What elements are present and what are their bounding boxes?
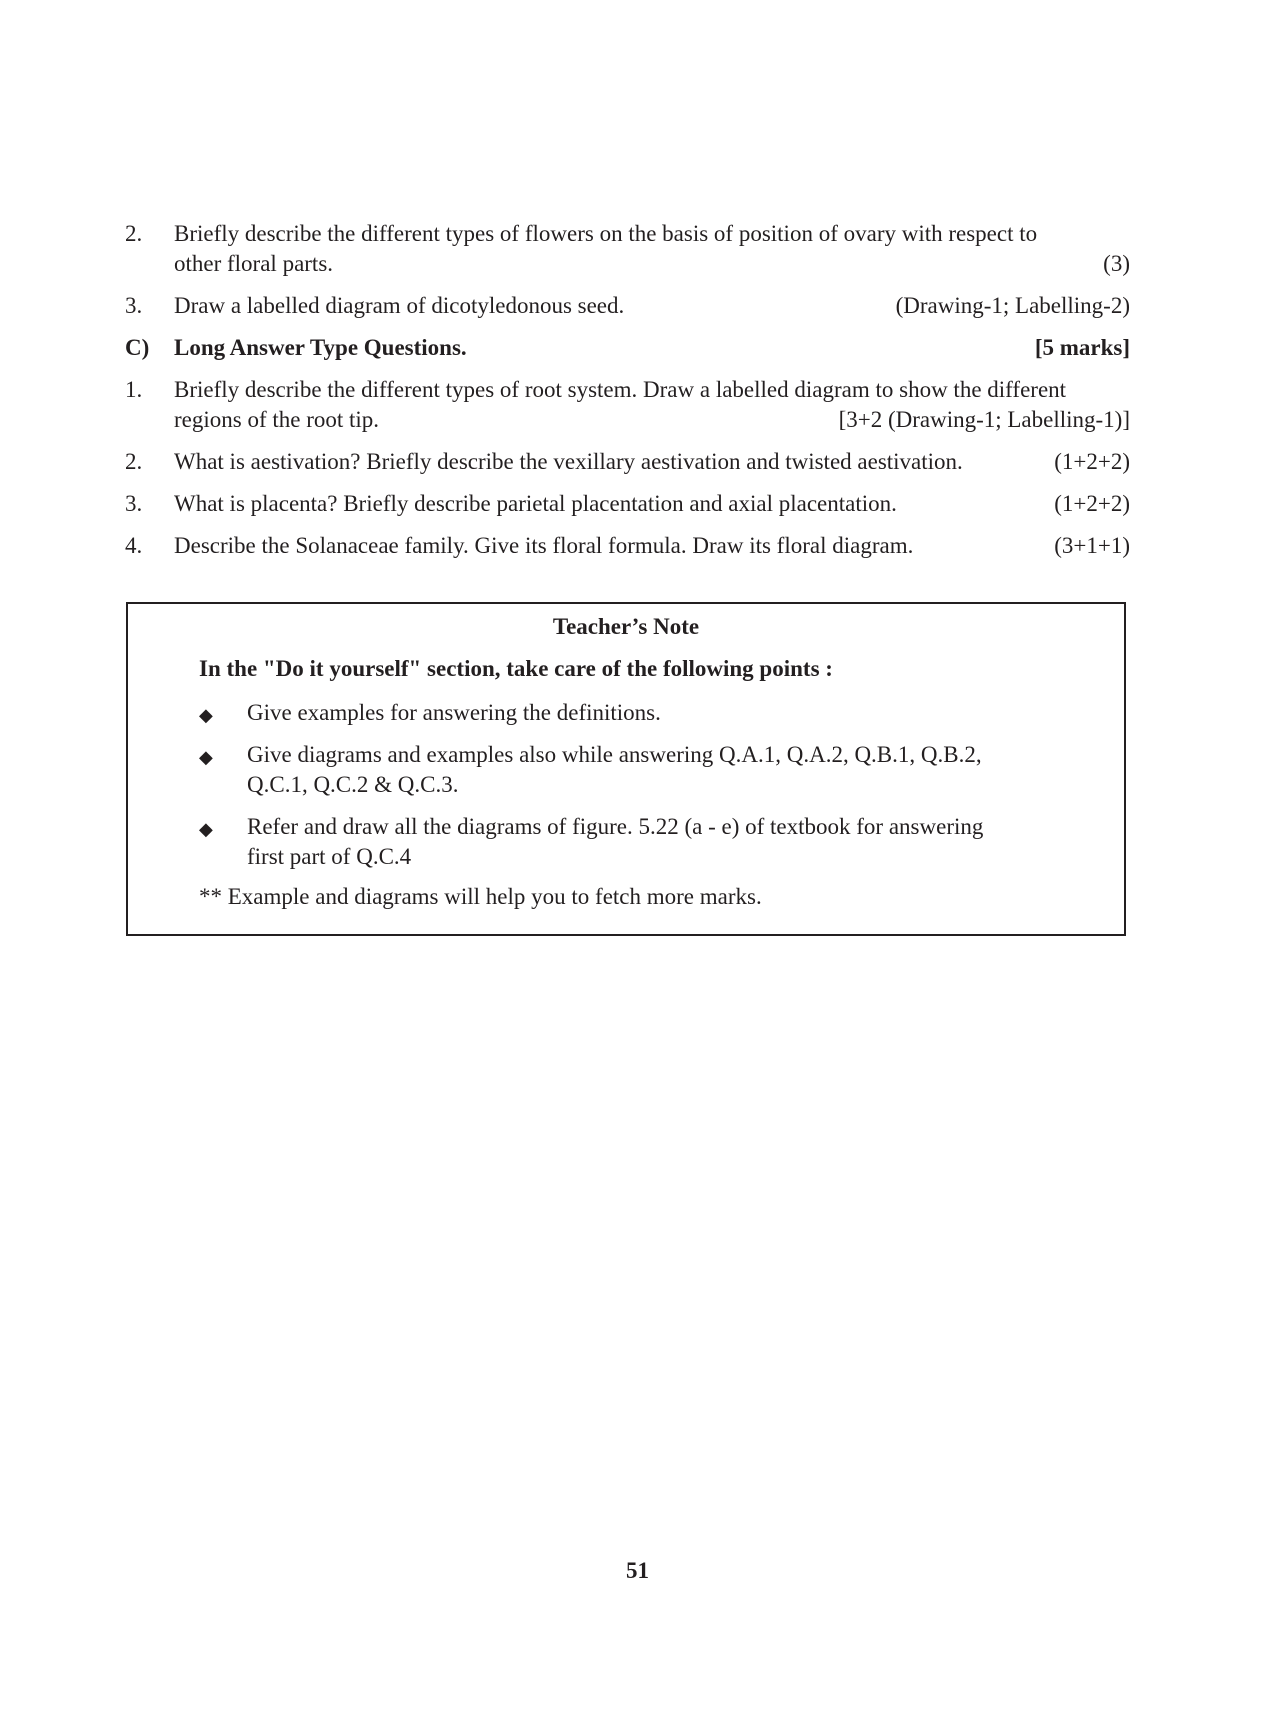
question-number: 4. (125, 533, 143, 558)
question-number: 1. (125, 377, 143, 402)
question-marks: (Drawing-1; Labelling-2) (895, 293, 1130, 318)
question-b-2 (125, 219, 1130, 279)
question-marks: [3+2 (Drawing-1; Labelling-1)] (838, 407, 1130, 432)
page-number: 51 (626, 1558, 649, 1583)
question-number: 3. (125, 491, 143, 516)
teachers-note-lead: In the "Do it yourself" section, take care of the following points : (199, 656, 833, 681)
question-text-cont: other floral parts. (174, 251, 334, 276)
bullet-text-cont: first part of Q.C.4 (247, 844, 412, 869)
section-title: Long Answer Type Questions. (174, 335, 467, 360)
question-text: Briefly describe the different types of root system. Draw a labelled diagram to show the different (174, 377, 1067, 402)
bullet-text: Give diagrams and examples also while answering Q.A.1, Q.A.2, Q.B.1, Q.B.2, (247, 742, 982, 767)
question-number: 2. (125, 449, 143, 474)
teachers-note-bullet (199, 698, 1079, 728)
question-c-1 (125, 375, 1130, 435)
question-text: Briefly describe the different types of flowers on the basis of position of ovary with respect to (174, 221, 1038, 246)
bullet-text-cont: Q.C.1, Q.C.2 & Q.C.3. (247, 772, 459, 797)
question-c-2 (125, 447, 1130, 477)
bullet-text: Give examples for answering the definitions. (247, 700, 661, 725)
question-b-3 (125, 291, 1130, 321)
bullet-text: Refer and draw all the diagrams of figure. 5.22 (a - e) of textbook for answering (247, 814, 984, 839)
question-text: Draw a labelled diagram of dicotyledonous seed. (174, 293, 625, 318)
section-marks: [5 marks] (1034, 335, 1130, 360)
question-marks: (3) (1103, 251, 1130, 276)
teachers-note-box (126, 602, 1126, 936)
teachers-note-bullet (199, 812, 1079, 872)
question-marks: (1+2+2) (1054, 449, 1130, 474)
diamond-bullet-icon: ◆ (199, 705, 213, 725)
diamond-bullet-icon: ◆ (199, 819, 213, 839)
question-c-4 (125, 531, 1130, 561)
question-text: What is placenta? Briefly describe parietal placentation and axial placentation. (174, 491, 897, 516)
teachers-note-bullet (199, 740, 1079, 800)
question-number: 3. (125, 293, 143, 318)
question-marks: (1+2+2) (1054, 491, 1130, 516)
question-text: Describe the Solanaceae family. Give its floral formula. Draw its floral diagram. (174, 533, 914, 558)
question-c-3 (125, 489, 1130, 519)
question-text: What is aestivation? Briefly describe the vexillary aestivation and twisted aestivation. (174, 449, 963, 474)
section-label: C) (125, 335, 150, 360)
question-marks: (3+1+1) (1054, 533, 1130, 558)
teachers-note-footer: ** Example and diagrams will help you to fetch more marks. (199, 884, 762, 909)
section-c-heading (125, 333, 1130, 363)
question-text-cont: regions of the root tip. (174, 407, 380, 432)
teachers-note-title: Teacher’s Note (552, 614, 700, 639)
diamond-bullet-icon: ◆ (199, 747, 213, 767)
question-number: 2. (125, 221, 143, 246)
